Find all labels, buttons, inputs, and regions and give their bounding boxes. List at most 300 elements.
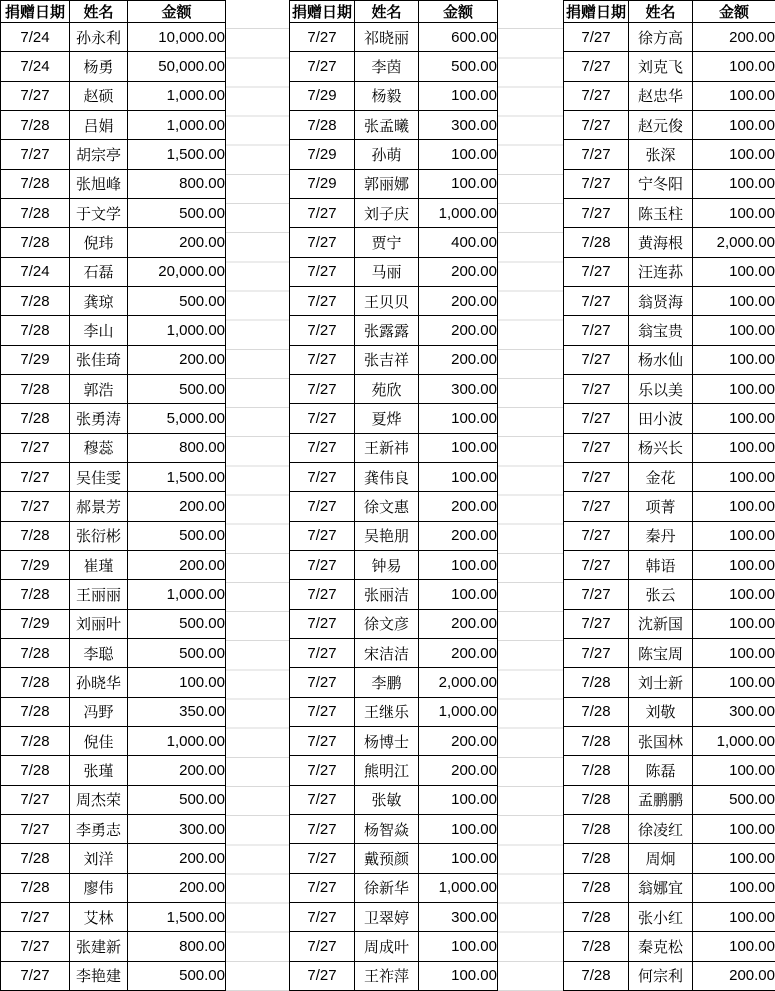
amount-cell: 300.00: [419, 110, 498, 139]
name-cell: 贾宁: [355, 228, 419, 257]
table-row: [1, 404, 226, 433]
table-row: [1, 580, 226, 609]
amount-cell: 100.00: [693, 668, 775, 697]
amount-cell: 200.00: [128, 756, 226, 785]
table-row: [1, 726, 226, 755]
table-row: [290, 345, 498, 374]
amount-cell: 100.00: [419, 961, 498, 991]
amount-cell: 350.00: [128, 697, 226, 726]
table-row: [564, 198, 775, 227]
date-cell: 7/24: [1, 257, 70, 286]
amount-cell: 200.00: [128, 492, 226, 521]
table-row: [1, 961, 226, 991]
table-row: [564, 433, 775, 462]
date-cell: 7/27: [290, 932, 355, 961]
name-cell: 冯野: [70, 697, 128, 726]
date-cell: 7/27: [1, 961, 70, 991]
name-cell: 周杰荣: [70, 785, 128, 814]
name-cell: 徐新华: [355, 873, 419, 902]
amount-cell: 2,000.00: [693, 228, 775, 257]
amount-cell: 100.00: [693, 81, 775, 110]
date-cell: 7/27: [1, 140, 70, 169]
name-cell: 徐文彦: [355, 609, 419, 638]
date-cell: 7/27: [564, 492, 629, 521]
amount-cell: 100.00: [419, 814, 498, 843]
name-cell: 郭浩: [70, 374, 128, 403]
date-cell: 7/27: [290, 961, 355, 991]
date-cell: 7/27: [564, 23, 629, 52]
date-cell: 7/28: [564, 756, 629, 785]
amount-cell: 100.00: [419, 844, 498, 873]
date-cell: 7/27: [564, 345, 629, 374]
name-cell: 李鹏: [355, 668, 419, 697]
amount-cell: 100.00: [419, 550, 498, 579]
table-row: [290, 228, 498, 257]
amount-cell: 100.00: [419, 81, 498, 110]
table-row: [290, 668, 498, 697]
date-cell: 7/27: [290, 433, 355, 462]
date-cell: 7/27: [290, 52, 355, 81]
table-row: [1, 374, 226, 403]
date-cell: 7/27: [564, 521, 629, 550]
name-cell: 赵忠华: [629, 81, 693, 110]
name-cell: 刘士新: [629, 668, 693, 697]
name-cell: 张衍彬: [70, 521, 128, 550]
date-cell: 7/27: [564, 609, 629, 638]
name-cell: 苑欣: [355, 374, 419, 403]
amount-cell: 100.00: [693, 140, 775, 169]
table-row: [564, 638, 775, 667]
amount-cell: 100.00: [419, 433, 498, 462]
table-row: [290, 23, 498, 52]
name-cell: 徐方高: [629, 23, 693, 52]
table-row: [564, 404, 775, 433]
date-cell: 7/27: [564, 257, 629, 286]
date-cell: 7/27: [564, 404, 629, 433]
amount-cell: 1,000.00: [128, 110, 226, 139]
name-cell: 陈玉柱: [629, 198, 693, 227]
donation-table-3: [563, 0, 775, 991]
table-row: [1, 785, 226, 814]
name-cell: 刘敬: [629, 697, 693, 726]
name-cell: 吴艳朋: [355, 521, 419, 550]
date-cell: 7/28: [564, 902, 629, 931]
name-cell: 翁贤海: [629, 286, 693, 315]
name-cell: 陈宝周: [629, 638, 693, 667]
amount-cell: 100.00: [419, 169, 498, 198]
amount-cell: 1,000.00: [128, 316, 226, 345]
table-row: [564, 462, 775, 491]
name-cell: 汪连荪: [629, 257, 693, 286]
table-row: [290, 521, 498, 550]
date-cell: 7/27: [290, 785, 355, 814]
date-cell: 7/28: [1, 404, 70, 433]
table-row: [1, 140, 226, 169]
name-cell: 石磊: [70, 257, 128, 286]
date-cell: 7/27: [290, 492, 355, 521]
table-row: [1, 169, 226, 198]
date-cell: 7/27: [564, 286, 629, 315]
date-cell: 7/29: [290, 81, 355, 110]
date-cell: 7/27: [290, 286, 355, 315]
date-cell: 7/27: [290, 550, 355, 579]
date-cell: 7/27: [290, 198, 355, 227]
date-cell: 7/27: [564, 638, 629, 667]
date-cell: 7/27: [290, 638, 355, 667]
name-cell: 张佳琦: [70, 345, 128, 374]
table-row: [290, 257, 498, 286]
amount-cell: 1,500.00: [128, 462, 226, 491]
date-cell: 7/27: [290, 374, 355, 403]
table-row: [1, 23, 226, 52]
amount-cell: 100.00: [693, 404, 775, 433]
name-cell: 王祚萍: [355, 961, 419, 991]
table-row: [290, 814, 498, 843]
table-row: [290, 726, 498, 755]
date-cell: 7/27: [564, 140, 629, 169]
amount-cell: 600.00: [419, 23, 498, 52]
table-row: [564, 228, 775, 257]
amount-cell: 400.00: [419, 228, 498, 257]
name-cell: 于文学: [70, 198, 128, 227]
table-body: [564, 23, 775, 991]
table-row: [564, 932, 775, 961]
name-cell: 龚琼: [70, 286, 128, 315]
table-row: [290, 404, 498, 433]
date-cell: 7/27: [290, 844, 355, 873]
date-cell: 7/28: [564, 668, 629, 697]
table-row: [1, 462, 226, 491]
name-cell: 张瑾: [70, 756, 128, 785]
table-row: [1, 198, 226, 227]
amount-cell: 100.00: [693, 873, 775, 902]
name-cell: 张孟曦: [355, 110, 419, 139]
date-cell: 7/27: [564, 580, 629, 609]
table-row: [564, 286, 775, 315]
name-cell: 李艳建: [70, 961, 128, 991]
amount-cell: 500.00: [128, 198, 226, 227]
name-cell: 杨勇: [70, 52, 128, 81]
header-name: 姓名: [355, 1, 419, 23]
header-row: [290, 1, 498, 23]
amount-cell: 500.00: [128, 638, 226, 667]
name-cell: 马丽: [355, 257, 419, 286]
amount-cell: 100.00: [128, 668, 226, 697]
amount-cell: 200.00: [419, 257, 498, 286]
table-row: [564, 580, 775, 609]
date-cell: 7/27: [564, 81, 629, 110]
table-row: [1, 814, 226, 843]
date-cell: 7/27: [290, 814, 355, 843]
amount-cell: 2,000.00: [419, 668, 498, 697]
table-row: [1, 697, 226, 726]
donation-table-2: [289, 0, 498, 991]
name-cell: 张勇涛: [70, 404, 128, 433]
date-cell: 7/29: [1, 550, 70, 579]
amount-cell: 300.00: [419, 902, 498, 931]
name-cell: 周成叶: [355, 932, 419, 961]
table-row: [564, 374, 775, 403]
date-cell: 7/27: [564, 433, 629, 462]
amount-cell: 100.00: [693, 433, 775, 462]
table-row: [564, 609, 775, 638]
table-row: [564, 257, 775, 286]
date-cell: 7/28: [1, 580, 70, 609]
amount-cell: 100.00: [419, 404, 498, 433]
header-amount: 金额: [128, 1, 226, 23]
date-cell: 7/29: [1, 609, 70, 638]
name-cell: 宁冬阳: [629, 169, 693, 198]
header-donation-date: 捐赠日期: [290, 1, 355, 23]
name-cell: 刘丽叶: [70, 609, 128, 638]
amount-cell: 200.00: [419, 609, 498, 638]
name-cell: 崔瑾: [70, 550, 128, 579]
table-row: [290, 873, 498, 902]
date-cell: 7/28: [564, 961, 629, 991]
amount-cell: 1,500.00: [128, 140, 226, 169]
table-row: [1, 844, 226, 873]
amount-cell: 200.00: [128, 873, 226, 902]
amount-cell: 100.00: [419, 462, 498, 491]
name-cell: 赵元俊: [629, 110, 693, 139]
name-cell: 张建新: [70, 932, 128, 961]
date-cell: 7/27: [290, 609, 355, 638]
date-cell: 7/28: [1, 198, 70, 227]
date-cell: 7/28: [564, 228, 629, 257]
name-cell: 刘克飞: [629, 52, 693, 81]
name-cell: 刘洋: [70, 844, 128, 873]
header-amount: 金额: [419, 1, 498, 23]
table-row: [1, 110, 226, 139]
date-cell: 7/27: [1, 932, 70, 961]
name-cell: 郭丽娜: [355, 169, 419, 198]
amount-cell: 200.00: [128, 844, 226, 873]
name-cell: 张云: [629, 580, 693, 609]
name-cell: 刘子庆: [355, 198, 419, 227]
amount-cell: 200.00: [128, 550, 226, 579]
amount-cell: 100.00: [693, 844, 775, 873]
amount-cell: 200.00: [128, 228, 226, 257]
amount-cell: 200.00: [128, 345, 226, 374]
date-cell: 7/28: [1, 873, 70, 902]
date-cell: 7/27: [290, 756, 355, 785]
name-cell: 张敏: [355, 785, 419, 814]
table-row: [290, 81, 498, 110]
table-row: [290, 374, 498, 403]
name-cell: 韩语: [629, 550, 693, 579]
name-cell: 赵硕: [70, 81, 128, 110]
name-cell: 熊明江: [355, 756, 419, 785]
table-row: [564, 697, 775, 726]
table-row: [1, 52, 226, 81]
date-cell: 7/24: [1, 23, 70, 52]
amount-cell: 100.00: [693, 257, 775, 286]
amount-cell: 500.00: [128, 785, 226, 814]
amount-cell: 100.00: [693, 492, 775, 521]
name-cell: 张吉祥: [355, 345, 419, 374]
date-cell: 7/28: [1, 521, 70, 550]
table-row: [1, 902, 226, 931]
table-row: [1, 638, 226, 667]
table-row: [564, 521, 775, 550]
amount-cell: 200.00: [693, 23, 775, 52]
amount-cell: 800.00: [128, 932, 226, 961]
name-cell: 戴预颜: [355, 844, 419, 873]
date-cell: 7/28: [290, 110, 355, 139]
name-cell: 秦克松: [629, 932, 693, 961]
amount-cell: 100.00: [419, 785, 498, 814]
name-cell: 穆蕊: [70, 433, 128, 462]
name-cell: 张露露: [355, 316, 419, 345]
amount-cell: 1,000.00: [128, 81, 226, 110]
name-cell: 倪玮: [70, 228, 128, 257]
amount-cell: 1,500.00: [128, 902, 226, 931]
amount-cell: 100.00: [693, 286, 775, 315]
name-cell: 张国林: [629, 726, 693, 755]
amount-cell: 200.00: [419, 492, 498, 521]
date-cell: 7/27: [290, 521, 355, 550]
name-cell: 杨毅: [355, 81, 419, 110]
amount-cell: 100.00: [693, 374, 775, 403]
name-cell: 徐凌红: [629, 814, 693, 843]
amount-cell: 200.00: [419, 345, 498, 374]
name-cell: 王继乐: [355, 697, 419, 726]
name-cell: 廖伟: [70, 873, 128, 902]
date-cell: 7/27: [564, 169, 629, 198]
amount-cell: 200.00: [419, 638, 498, 667]
name-cell: 祁晓丽: [355, 23, 419, 52]
table-row: [1, 550, 226, 579]
date-cell: 7/27: [1, 785, 70, 814]
table-row: [564, 814, 775, 843]
amount-cell: 200.00: [419, 316, 498, 345]
amount-cell: 500.00: [128, 961, 226, 991]
header-row: [1, 1, 226, 23]
date-cell: 7/27: [290, 404, 355, 433]
name-cell: 龚伟良: [355, 462, 419, 491]
table-row: [290, 462, 498, 491]
table-row: [564, 169, 775, 198]
name-cell: 王贝贝: [355, 286, 419, 315]
table-row: [564, 902, 775, 931]
header-donation-date: 捐赠日期: [1, 1, 70, 23]
table-row: [290, 697, 498, 726]
amount-cell: 500.00: [128, 609, 226, 638]
table-row: [564, 110, 775, 139]
date-cell: 7/27: [1, 902, 70, 931]
table-row: [564, 844, 775, 873]
amount-cell: 100.00: [693, 198, 775, 227]
name-cell: 王丽丽: [70, 580, 128, 609]
table-row: [564, 726, 775, 755]
amount-cell: 100.00: [693, 345, 775, 374]
date-cell: 7/28: [564, 844, 629, 873]
amount-cell: 100.00: [693, 550, 775, 579]
date-cell: 7/28: [1, 726, 70, 755]
date-cell: 7/27: [564, 462, 629, 491]
name-cell: 项菁: [629, 492, 693, 521]
name-cell: 乐以美: [629, 374, 693, 403]
name-cell: 张旭峰: [70, 169, 128, 198]
name-cell: 何宗利: [629, 961, 693, 991]
amount-cell: 5,000.00: [128, 404, 226, 433]
name-cell: 秦丹: [629, 521, 693, 550]
amount-cell: 100.00: [693, 110, 775, 139]
table-row: [290, 550, 498, 579]
name-cell: 沈新国: [629, 609, 693, 638]
table-row: [1, 492, 226, 521]
name-cell: 翁娜宜: [629, 873, 693, 902]
table-row: [290, 492, 498, 521]
table-row: [564, 316, 775, 345]
name-cell: 张小红: [629, 902, 693, 931]
date-cell: 7/27: [564, 374, 629, 403]
table-row: [564, 961, 775, 991]
table-row: [564, 52, 775, 81]
table-row: [290, 756, 498, 785]
amount-cell: 200.00: [693, 961, 775, 991]
date-cell: 7/28: [1, 316, 70, 345]
date-cell: 7/28: [1, 844, 70, 873]
table-row: [290, 110, 498, 139]
date-cell: 7/27: [564, 198, 629, 227]
table-row: [290, 52, 498, 81]
name-cell: 李聪: [70, 638, 128, 667]
table-row: [564, 873, 775, 902]
date-cell: 7/27: [290, 228, 355, 257]
amount-cell: 100.00: [693, 580, 775, 609]
table-row: [1, 286, 226, 315]
date-cell: 7/27: [290, 257, 355, 286]
amount-cell: 800.00: [128, 433, 226, 462]
amount-cell: 100.00: [419, 580, 498, 609]
name-cell: 吕娟: [70, 110, 128, 139]
amount-cell: 50,000.00: [128, 52, 226, 81]
date-cell: 7/28: [564, 814, 629, 843]
name-cell: 张深: [629, 140, 693, 169]
date-cell: 7/28: [1, 638, 70, 667]
date-cell: 7/27: [564, 316, 629, 345]
amount-cell: 100.00: [419, 140, 498, 169]
table-row: [290, 932, 498, 961]
amount-cell: 300.00: [693, 697, 775, 726]
date-cell: 7/27: [290, 726, 355, 755]
date-cell: 7/27: [1, 492, 70, 521]
table-row: [564, 23, 775, 52]
date-cell: 7/27: [290, 668, 355, 697]
amount-cell: 500.00: [693, 785, 775, 814]
name-cell: 胡宗亭: [70, 140, 128, 169]
amount-cell: 500.00: [128, 374, 226, 403]
date-cell: 7/27: [564, 52, 629, 81]
header-name: 姓名: [629, 1, 693, 23]
name-cell: 郝景芳: [70, 492, 128, 521]
header-donation-date: 捐赠日期: [564, 1, 629, 23]
date-cell: 7/27: [290, 873, 355, 902]
amount-cell: 100.00: [693, 52, 775, 81]
date-cell: 7/29: [1, 345, 70, 374]
table-row: [290, 638, 498, 667]
date-cell: 7/27: [290, 902, 355, 931]
date-cell: 7/28: [1, 697, 70, 726]
name-cell: 徐文惠: [355, 492, 419, 521]
amount-cell: 200.00: [419, 726, 498, 755]
date-cell: 7/28: [564, 726, 629, 755]
amount-cell: 100.00: [693, 462, 775, 491]
table-row: [1, 873, 226, 902]
table-body: [1, 23, 226, 991]
name-cell: 王新祎: [355, 433, 419, 462]
